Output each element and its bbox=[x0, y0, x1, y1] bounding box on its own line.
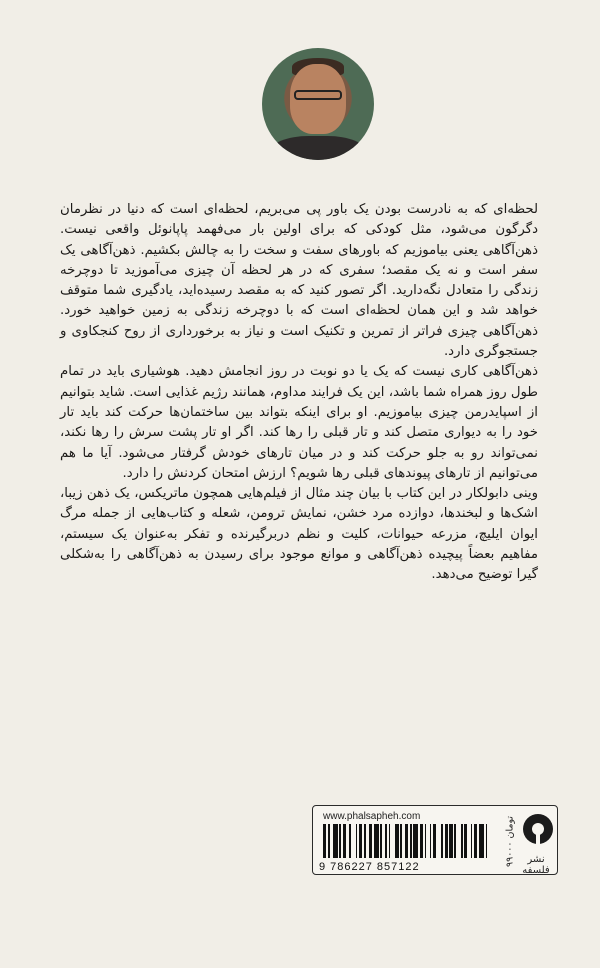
isbn-number: 9 786227 857122 bbox=[319, 861, 420, 873]
paragraph-2: ذهن‌آگاهی کاری نیست که یک یا دو نوبت در روز انجامش دهید. هوشیاری باید در تمام طول روز همراه شما باشد، این یک فرایند مداوم، همانند رژیم غذایی است. شاید بتوانیم از اسپایدرمن چیزی بیاموزیم. او برای اینکه بتواند بین ساختمان‌ها حرکت کند باید تار خود را به دیواری متصل کند و تار قبلی را رها کند. اگر او تار پشت سرش را رها نکند، نمی‌تواند رو به جلو حرکت کند و در میان تارهای خودش گرفتار می‌شود. آیا ما هم می‌توانیم از تارهای پیوندهای قبلی رها شویم؟ ارزش امتحان کردنش را دارد. bbox=[60, 364, 538, 481]
paragraph-3: وینی دابولکار در این کتاب با بیان چند مثال از فیلم‌هایی همچون ماتریکس، یک ذهن زیبا، اشک‌ها و لبخندها، دوازده مرد خشن، نمایش ترومن، شعله و کتاب‌هایی از جمله مرگ ایوان ایلیچ، مزرعه حیوانات، کلیت و نظم دربرگیرنده و تفکر به‌عنوان یک سیستم، مفاهیم بعضاً پیچیده ذهن‌آگاهی و موانع موجود برای رسیدن به ذهن‌آگاهی را به‌شکلی گیرا توضیح می‌دهد. bbox=[60, 486, 538, 583]
barcode-box bbox=[312, 805, 558, 875]
publisher-logo-icon bbox=[523, 814, 553, 844]
publisher-url: www.phalsapheh.com bbox=[323, 811, 421, 822]
publisher-name: نشر فلسفه bbox=[522, 854, 550, 876]
back-cover-text bbox=[60, 200, 538, 586]
paragraph-1: لحظه‌ای که به نادرست بودن یک باور پی می‌بریم، لحظه‌ای است که دنیا در نظرمان دگرگون می‌شود، مثل کودکی که برای اولین بار می‌فهمد پاپانوئل واقعی نیست. ذهن‌آگاهی یعنی بیاموزیم که باورهای سفت و سخت را به چالش بکشیم. ذهن‌آگاهی یک سفر است و نه یک مقصد؛ سفری که در هر لحظه آن چیزی می‌آموزید تا دوچرخه زندگی را متعادل نگه‌دارید. اگر تصور کنید که به مقصد رسیده‌اید، یادگیری شما متوقف خواهد شد و این همان لحظه‌ای است که با دوچرخه زندگی به زمین خواهید خورد. ذهن‌آگاهی چیزی فراتر از تمرین و تکنیک است و نیاز به برخورداری از روح کنجکاوی و جستجوگری دارد. bbox=[60, 202, 538, 360]
price-label: ۹۹۰۰۰ تومان bbox=[504, 815, 516, 867]
barcode-icon bbox=[323, 824, 491, 858]
author-portrait-icon bbox=[262, 48, 374, 160]
